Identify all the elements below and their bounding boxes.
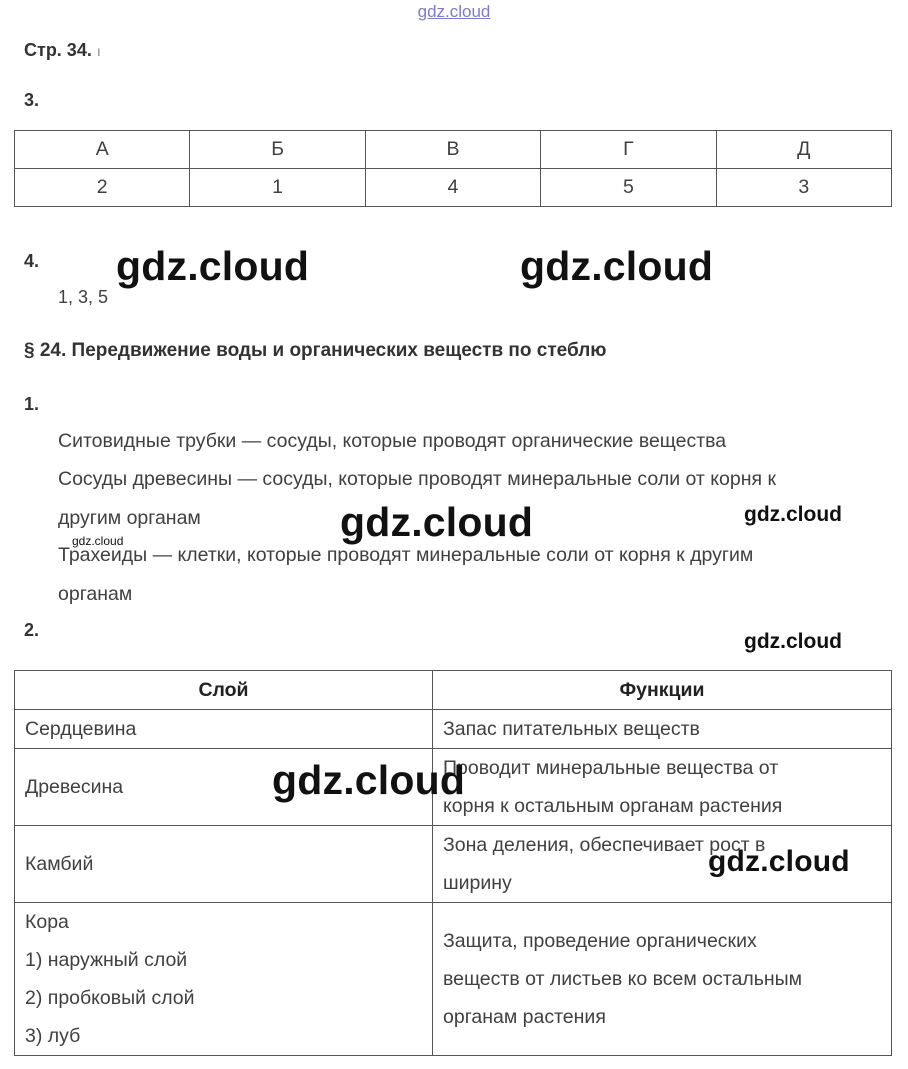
task3-value-cell: 2	[15, 169, 190, 207]
function-cell	[433, 903, 892, 1056]
q1-line: Ситовидные трубки — сосуды, которые проводят органические вещества	[58, 430, 727, 452]
function-cell	[433, 710, 892, 749]
function-text: Запас питательных веществ	[443, 718, 700, 740]
layer-text: Камбий	[25, 853, 94, 875]
watermark: gdz.cloud	[520, 243, 714, 289]
task3-header-row	[15, 131, 892, 169]
q1-line: органам	[58, 583, 133, 605]
function-text: Защита, проведение органических	[443, 930, 757, 952]
task3-value-cell: 3	[716, 169, 891, 207]
top-watermark: gdz.cloud	[417, 2, 491, 21]
header-layer: Слой	[15, 671, 433, 710]
task3-answer-table	[14, 130, 892, 207]
watermark-medium: gdz.cloud	[744, 630, 842, 653]
function-text: корня к остальным органам растения	[443, 795, 783, 817]
task3-header-cell: Б	[190, 131, 365, 169]
watermark-small: gdz.cloud	[72, 534, 124, 548]
task4-answer: 1, 3, 5	[58, 287, 109, 307]
function-text: Зона деления, обеспечивает рост в	[443, 834, 766, 856]
header-function: Функции	[433, 671, 892, 710]
layer-text: 3) луб	[25, 1025, 81, 1047]
table-row	[15, 903, 892, 1056]
watermark: gdz.cloud	[708, 845, 850, 878]
task3-number: 3.	[24, 90, 40, 110]
layer-cell	[15, 826, 433, 903]
layer-text: 1) наружный слой	[25, 949, 188, 971]
layer-cell	[15, 903, 433, 1056]
layer-text: Кора	[25, 911, 69, 933]
layer-text: Сердцевина	[25, 718, 137, 740]
layer-cell	[15, 710, 433, 749]
layer-text: 2) пробковый слой	[25, 987, 195, 1009]
function-text: ширину	[443, 872, 512, 894]
q1-line: другим органам	[58, 507, 201, 529]
table-row	[15, 710, 892, 749]
task3-header-cell: Г	[541, 131, 716, 169]
function-text: органам растения	[443, 1006, 606, 1028]
q2-number: 2.	[24, 620, 40, 640]
task4-number: 4.	[24, 251, 40, 271]
watermark: gdz.cloud	[116, 243, 310, 289]
function-cell	[433, 749, 892, 826]
task3-value-cell: 1	[190, 169, 365, 207]
task3-header-cell: А	[15, 131, 190, 169]
task3-value-row	[15, 169, 892, 207]
watermark: gdz.cloud	[340, 499, 534, 545]
page-heading-text: Стр. 34.	[24, 40, 92, 60]
watermark: gdz.cloud	[272, 757, 466, 803]
task3-value-cell: 4	[365, 169, 540, 207]
q1-number: 1.	[24, 394, 40, 414]
page-heading	[24, 40, 101, 61]
section-title: § 24. Передвижение воды и органических веществ по стеблю	[24, 340, 607, 361]
q1-line: Трахеиды — клетки, которые проводят минеральные соли от корня к другим	[58, 544, 754, 566]
function-text: Проводит минеральные вещества от	[443, 757, 779, 779]
watermark-medium: gdz.cloud	[744, 503, 842, 526]
task3-header-cell: Д	[716, 131, 891, 169]
q1-line: Сосуды древесины — сосуды, которые проводят минеральные соли от корня к	[58, 468, 776, 490]
page-heading-mark: ı	[96, 43, 101, 59]
task3-value-cell: 5	[541, 169, 716, 207]
layers-header-row	[15, 671, 892, 710]
function-text: веществ от листьев ко всем остальным	[443, 968, 803, 990]
task3-header-cell: В	[365, 131, 540, 169]
layer-text: Древесина	[25, 776, 124, 798]
